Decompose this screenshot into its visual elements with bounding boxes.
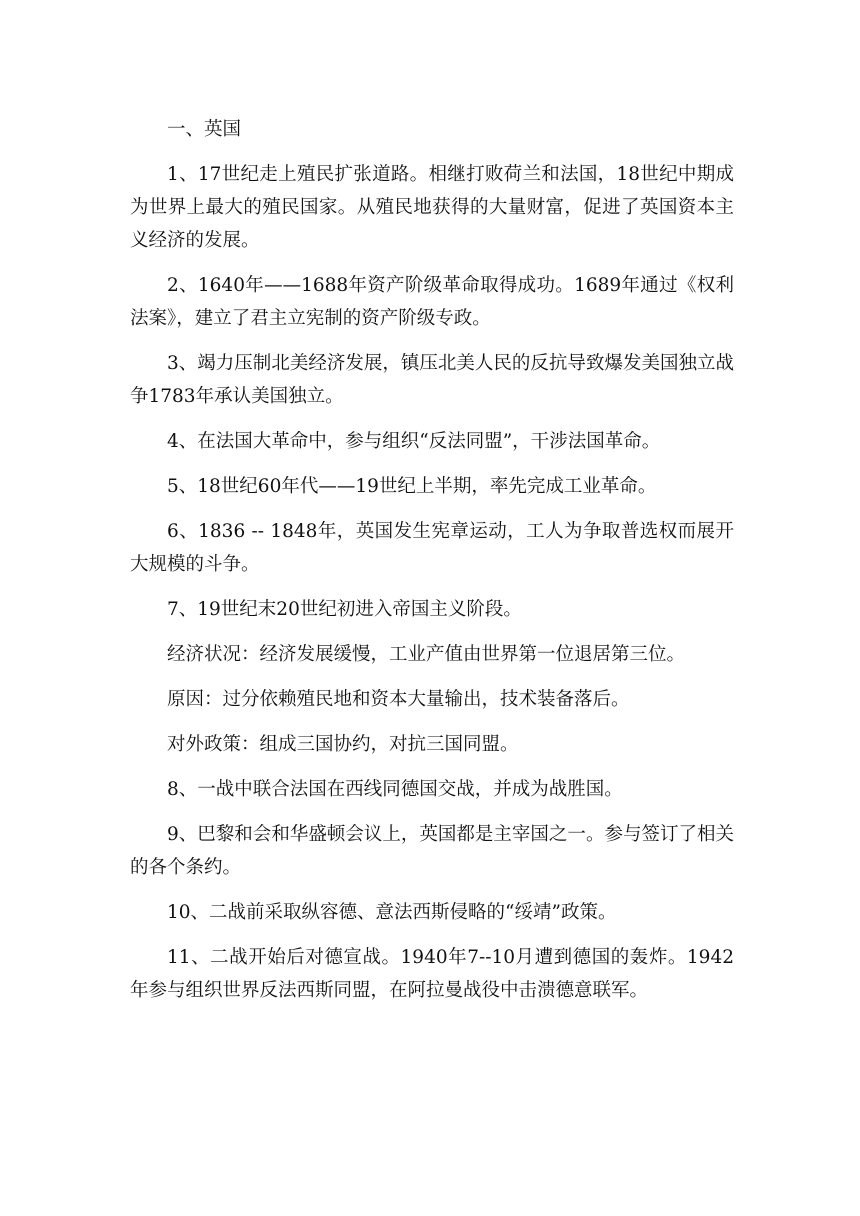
paragraph-4: 4、在法国大革命中，参与组织“反法同盟”，干涉法国革命。: [167, 431, 661, 452]
paragraph-reason: 原因：过分依赖殖民地和资本大量输出，技术装备落后。: [167, 689, 630, 710]
section-heading: 一、英国: [167, 119, 242, 140]
paragraph-economy: 经济状况：经济发展缓慢，工业产值由世界第一位退居第三位。: [167, 644, 686, 665]
document-body: [130, 113, 734, 1019]
paragraph-11: 11、二战开始后对德宣战。1940年7--10月遭到德国的轰炸。1942年参与组织世界反法西斯同盟，在阿拉曼战役中击溃德意联军。: [130, 947, 734, 1001]
paragraph-1: 1、17世纪走上殖民扩张道路。相继打败荷兰和法国，18世纪中期成为世界上最大的殖民国家。从殖民地获得的大量财富，促进了英国资本主义经济的发展。: [130, 164, 734, 251]
paragraph-foreign-policy: 对外政策：组成三国协约，对抗三国同盟。: [167, 734, 519, 755]
paragraph-6: 6、1836 -- 1848年，英国发生宪章运动，工人为争取普选权而展开大规模的斗争。: [130, 521, 734, 575]
paragraph-3: 3、竭力压制北美经济发展，镇压北美人民的反抗导致爆发美国独立战争1783年承认美国独立。: [130, 353, 734, 407]
paragraph-5: 5、18世纪60年代——19世纪上半期，率先完成工业革命。: [167, 476, 657, 497]
paragraph-10: 10、二战前采取纵容德、意法西斯侵略的“绥靖”政策。: [167, 902, 617, 923]
paragraph-2: 2、1640年——1688年资产阶级革命取得成功。1689年通过《权利法案》，建立了君主立宪制的资产阶级专政。: [130, 275, 734, 329]
paragraph-8: 8、一战中联合法国在西线同德国交战，并成为战胜国。: [167, 779, 623, 800]
paragraph-9: 9、巴黎和会和华盛顿会议上，英国都是主宰国之一。参与签订了相关的各个条约。: [130, 824, 734, 878]
paragraph-7: 7、19世纪末20世纪初进入帝国主义阶段。: [167, 599, 522, 620]
